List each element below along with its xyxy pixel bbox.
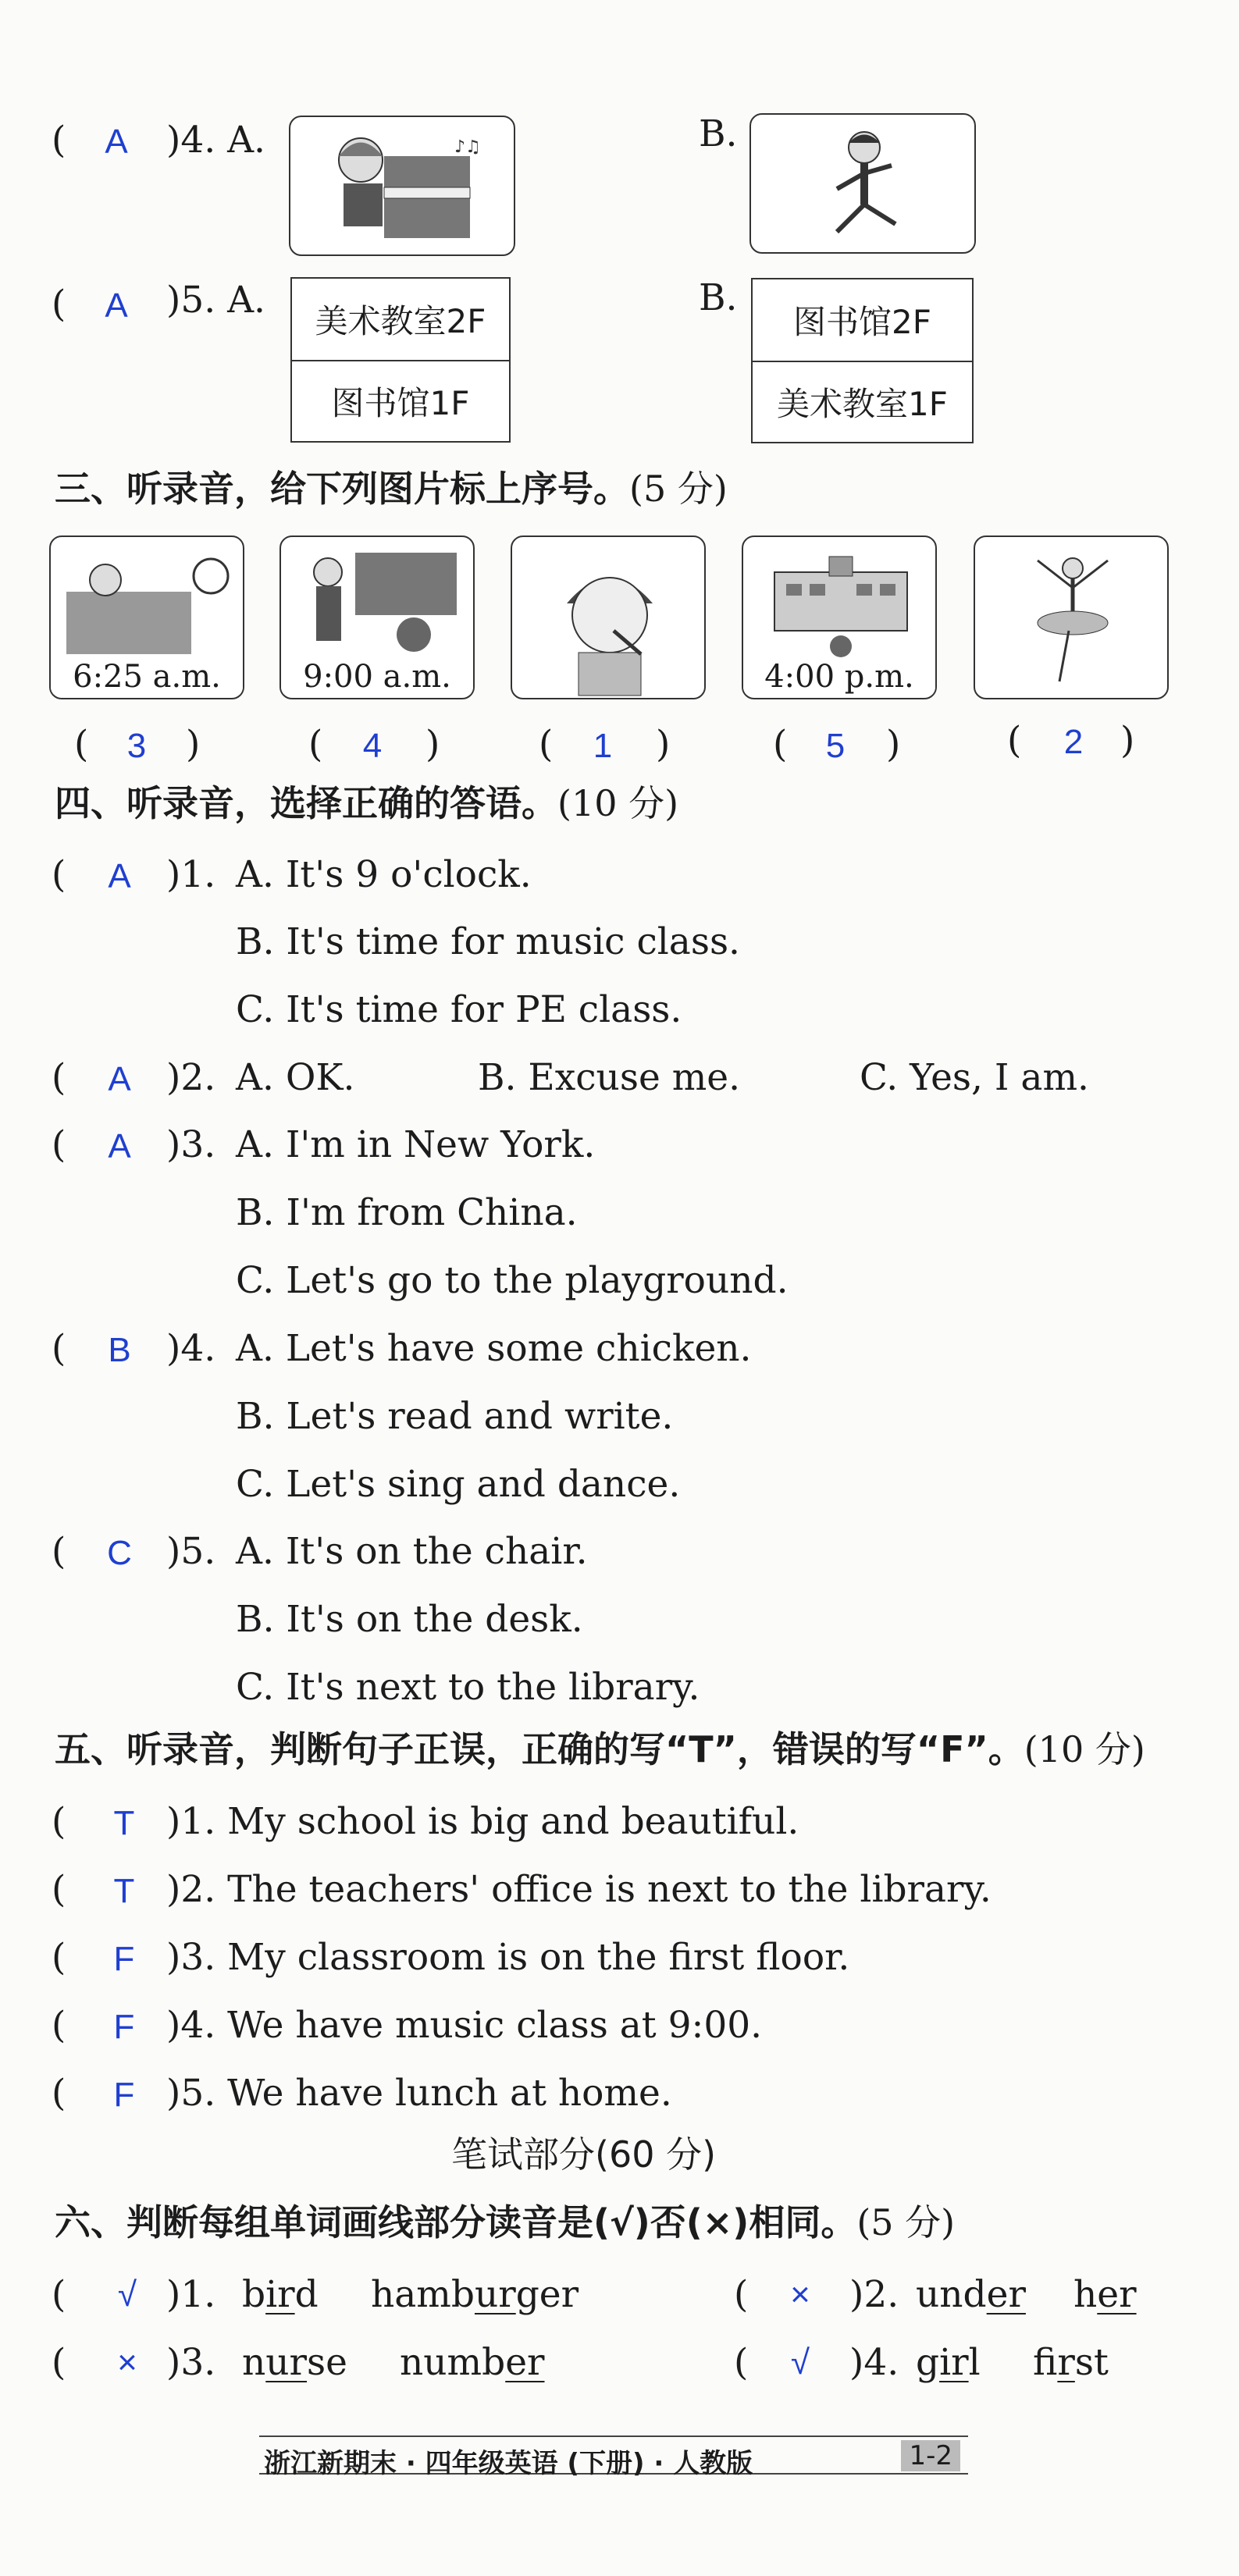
paren-open: ( xyxy=(74,723,89,766)
picture-1-time: 6:25 a.m. xyxy=(51,659,243,695)
picture-5 xyxy=(974,535,1169,699)
s5-item-4-text: )4. We have music class at 9:00. xyxy=(166,2004,763,2047)
paren-open: ( xyxy=(52,1530,66,1573)
svg-text:♪♫: ♪♫ xyxy=(454,137,481,157)
picture-2-time: 9:00 a.m. xyxy=(281,659,473,695)
s4-q2-option-a: A. OK. xyxy=(236,1056,355,1099)
paren-open: ( xyxy=(1007,719,1022,762)
answer-4: A xyxy=(105,123,128,161)
s6-q2-word-1: under xyxy=(916,2273,1026,2316)
picture-3 xyxy=(511,535,706,699)
picture-1 xyxy=(49,535,244,699)
section-5-heading: 五、听录音，判断句子正误，正确的写“T”，错误的写“F”。(10 分) xyxy=(55,1728,1145,1770)
s4-q4-num: )4. xyxy=(166,1327,216,1370)
paren-close: ) xyxy=(886,723,901,766)
s4-q5-num: )5. xyxy=(166,1530,216,1573)
s5-item-3-answer: F xyxy=(113,1940,135,1978)
paren-open: ( xyxy=(52,283,66,326)
paren-open: ( xyxy=(308,723,323,766)
paren-open: ( xyxy=(52,1327,66,1370)
school-building-icon xyxy=(743,537,937,670)
s6-q4-answer: √ xyxy=(790,2343,810,2382)
paren-open: ( xyxy=(734,2273,749,2316)
s5-item-1-text: )1. My school is big and beautiful. xyxy=(166,1800,799,1843)
option-b-label-5: B. xyxy=(699,276,738,319)
s6-q1-answer: √ xyxy=(117,2275,137,2314)
s5-item-1-answer: T xyxy=(113,1804,135,1842)
s6-q4-word-2: first xyxy=(1033,2341,1109,2384)
paren-open: ( xyxy=(52,2072,66,2115)
picture-4-time: 4:00 p.m. xyxy=(743,659,935,695)
picture-1-answer: 3 xyxy=(126,727,147,765)
item-4-label: )4. A. xyxy=(166,119,266,162)
paren-open: ( xyxy=(52,2341,66,2384)
paren-open: ( xyxy=(52,1056,66,1099)
s4-q2-answer: A xyxy=(108,1060,131,1098)
piano-boy-icon xyxy=(290,117,515,256)
footer-page: 1-2 xyxy=(901,2440,960,2471)
ballet-dancer-icon xyxy=(975,537,1169,699)
s5-item-4-answer: F xyxy=(113,2008,135,2046)
sign-b-bottom: 美术教室1F xyxy=(753,361,972,442)
section-3-heading: 三、听录音，给下列图片标上序号。(5 分) xyxy=(55,468,728,510)
picture-5-answer: 2 xyxy=(1063,723,1084,761)
s4-q3-num: )3. xyxy=(166,1123,216,1166)
paren-close: ) xyxy=(425,723,440,766)
paren-open: ( xyxy=(52,853,66,896)
picture-2-answer: 4 xyxy=(362,727,383,765)
running-boy-icon xyxy=(751,115,976,254)
s6-q4-word-1: girl xyxy=(916,2341,981,2384)
s6-q1-num: )1. xyxy=(166,2273,216,2316)
s4-q1-option-c: C. It's time for PE class. xyxy=(236,988,682,1031)
boy-brushing-icon xyxy=(512,537,706,699)
s6-q3-word-2: number xyxy=(400,2341,545,2384)
picture-2 xyxy=(279,535,475,699)
s6-q4-num: )4. xyxy=(849,2341,899,2384)
paren-close: ) xyxy=(1120,719,1135,762)
s5-item-5-text: )5. We have lunch at home. xyxy=(166,2072,672,2115)
s4-q1-option-b: B. It's time for music class. xyxy=(236,920,740,963)
answer-5: A xyxy=(105,286,128,325)
paren-open: ( xyxy=(773,723,788,766)
s6-q2-answer: × xyxy=(790,2275,810,2314)
s4-q5-option-a: A. It's on the chair. xyxy=(236,1530,588,1573)
s5-item-2-answer: T xyxy=(113,1872,135,1910)
option-b-label-4: B. xyxy=(699,112,738,155)
s4-q2-num: )2. xyxy=(166,1056,216,1099)
s4-q2-option-c: C. Yes, I am. xyxy=(860,1056,1089,1099)
paren-open: ( xyxy=(52,1800,66,1843)
bed-sun-icon xyxy=(51,537,244,670)
s4-q5-option-b: B. It's on the desk. xyxy=(236,1598,583,1641)
paren-close: ) xyxy=(656,723,671,766)
section-6-heading: 六、判断每组单词画线部分读音是(√)否(×)相同。(5 分) xyxy=(55,2201,956,2243)
s4-q2-option-b: B. Excuse me. xyxy=(478,1056,741,1099)
picture-boy-piano xyxy=(289,116,515,256)
s4-q3-answer: A xyxy=(108,1127,131,1165)
footer-text: 浙江新期末 · 四年级英语 (下册) · 人教版 xyxy=(264,2448,753,2479)
s4-q1-option-a: A. It's 9 o'clock. xyxy=(236,853,532,896)
s5-item-5-answer: F xyxy=(113,2076,135,2114)
s4-q1-num: )1. xyxy=(166,853,216,896)
sign-b xyxy=(751,278,974,443)
s4-q4-option-a: A. Let's have some chicken. xyxy=(236,1327,752,1370)
s6-q3-num: )3. xyxy=(166,2341,216,2384)
picture-boy-running xyxy=(749,113,976,254)
paren-open: ( xyxy=(539,723,554,766)
s4-q3-option-c: C. Let's go to the playground. xyxy=(236,1259,789,1302)
s4-q5-option-c: C. It's next to the library. xyxy=(236,1666,700,1709)
s6-q3-word-1: nurse xyxy=(242,2341,347,2384)
paren-open: ( xyxy=(52,119,66,162)
paren-open: ( xyxy=(734,2341,749,2384)
picture-3-answer: 1 xyxy=(593,727,613,765)
sign-a-top: 美术教室2F xyxy=(315,302,486,340)
s4-q1-answer: A xyxy=(108,857,131,895)
footer-bar xyxy=(259,2435,968,2479)
section-4-heading: 四、听录音，选择正确的答语。(10 分) xyxy=(55,782,679,824)
s6-q2-num: )2. xyxy=(849,2273,899,2316)
paren-open: ( xyxy=(52,1123,66,1166)
s4-q4-option-b: B. Let's read and write. xyxy=(236,1395,674,1438)
sign-a xyxy=(290,277,511,443)
s6-q2-word-2: her xyxy=(1073,2273,1137,2316)
picture-4-answer: 5 xyxy=(825,727,846,765)
paren-open: ( xyxy=(52,1936,66,1979)
sign-b-top: 图书馆2F xyxy=(793,303,931,341)
s4-q3-option-b: B. I'm from China. xyxy=(236,1191,578,1234)
s6-q1-word-2: hamburger xyxy=(371,2273,579,2316)
s6-q3-answer: × xyxy=(117,2343,137,2382)
written-part-title: 笔试部分(60 分) xyxy=(451,2133,717,2176)
s4-q5-answer: C xyxy=(107,1534,132,1572)
s5-item-3-text: )3. My classroom is on the first floor. xyxy=(166,1936,850,1979)
s4-q3-option-a: A. I'm in New York. xyxy=(236,1123,596,1166)
sign-a-bottom: 图书馆1F xyxy=(292,360,509,441)
s6-q1-word-1: bird xyxy=(242,2273,319,2316)
paren-open: ( xyxy=(52,1868,66,1911)
s4-q4-answer: B xyxy=(108,1331,131,1369)
s5-item-2-text: )2. The teachers' office is next to the library. xyxy=(166,1868,992,1911)
paren-open: ( xyxy=(52,2004,66,2047)
picture-4 xyxy=(742,535,937,699)
paren-open: ( xyxy=(52,2273,66,2316)
teacher-board-icon xyxy=(281,537,475,670)
item-5-label: )5. A. xyxy=(166,279,266,322)
s4-q4-option-c: C. Let's sing and dance. xyxy=(236,1463,681,1506)
paren-close: ) xyxy=(186,723,201,766)
